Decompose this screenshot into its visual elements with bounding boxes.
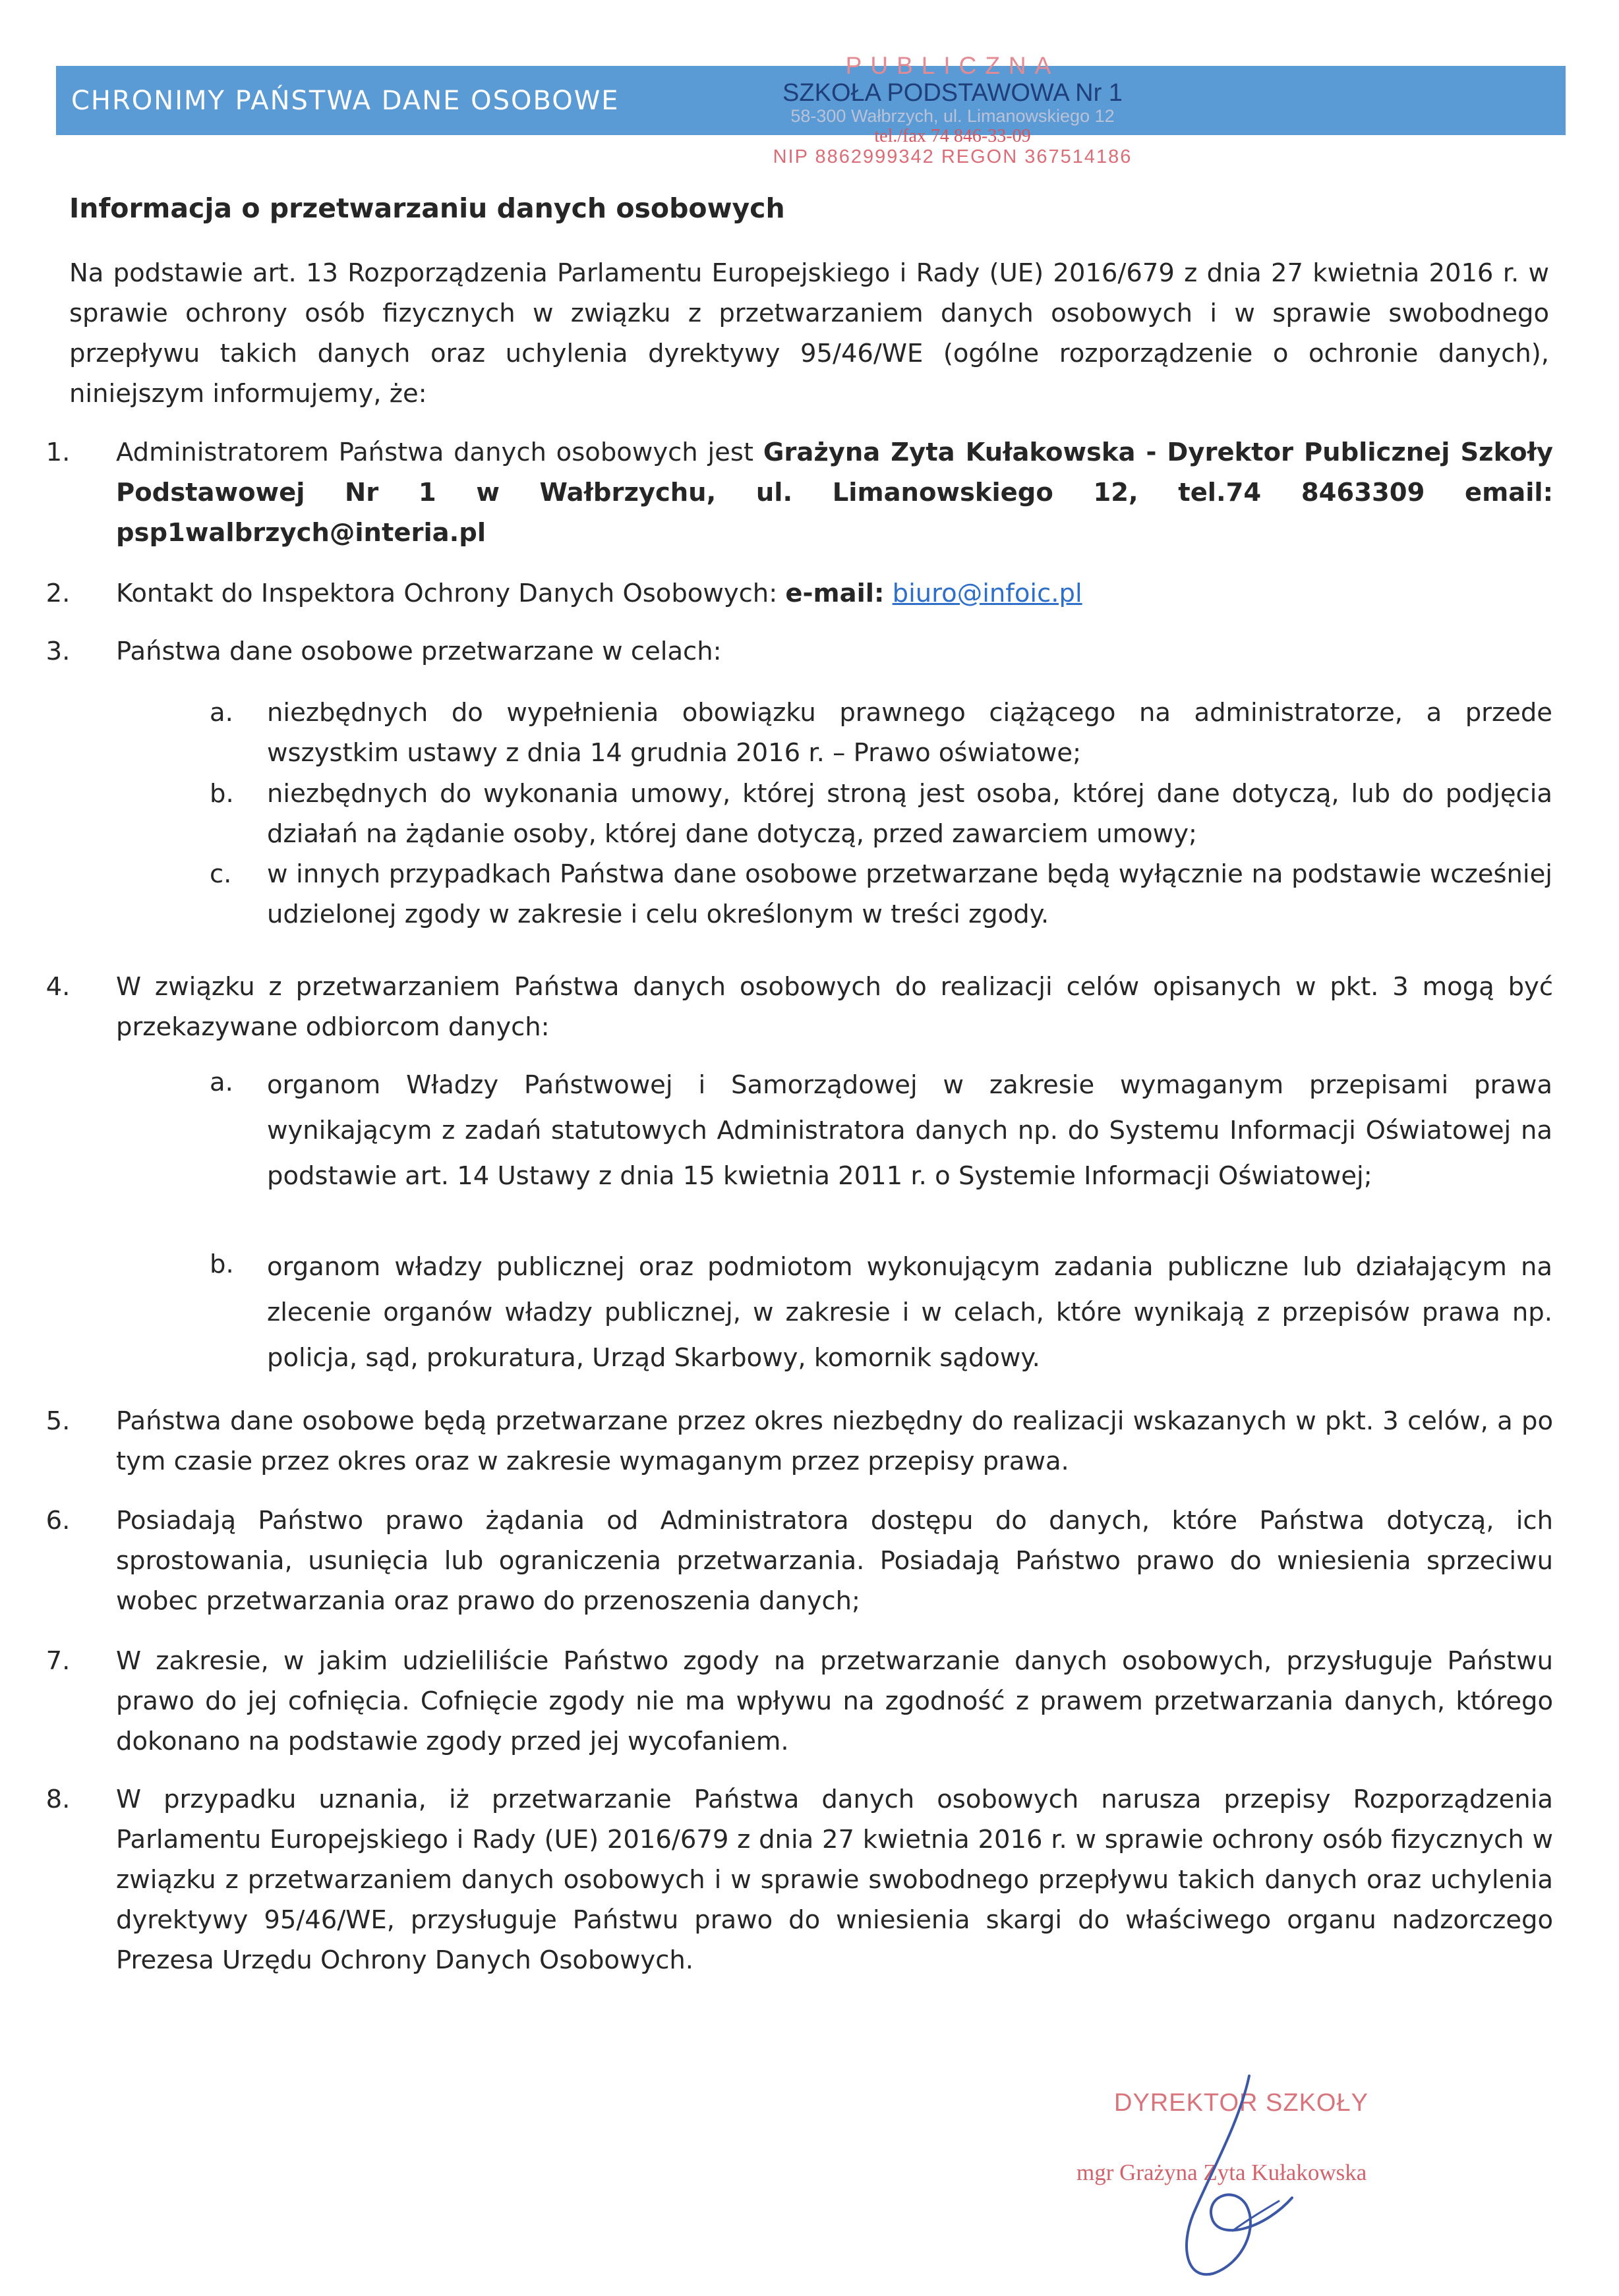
list-item-text: Państwa dane osobowe przetwarzane w celach:	[116, 637, 722, 666]
stamp-line-1: PUBLICZNA	[845, 52, 1060, 79]
list-item-text: W przypadku uznania, iż przetwarzanie Państwa danych osobowych narusza przepisy Rozporządzenia Parlamentu Europejskiego i Rady (UE) 2016/679 z dnia 27 kwietnia 2016 r. w sprawie ochrony osób fizycznych w związku z przetwarzaniem danych osobowych i w sprawie swobodnego przepływu takich danych oraz uchylenia dyrektywy 95/46/WE, przysługuje Państwu prawo do wniesienia skargi do właściwego organu nadzorczego Prezesa Urzędu Ochrony Danych Osobowych.	[116, 1785, 1553, 1975]
sub-letter: b.	[210, 779, 234, 809]
list-number: 8.	[45, 1785, 71, 1814]
list-item-1	[45, 432, 1553, 553]
sub-item-text: niezbędnych do wykonania umowy, której stroną jest osoba, której dane dotyczą, lub do podjęcia działań na żądanie osoby, której dane dotyczą, przed zawarciem umowy;	[267, 779, 1552, 849]
item-text: Kontakt do Inspektora Ochrony Danych Osobowych:	[116, 579, 786, 608]
sub-item-4a	[210, 1062, 1552, 1199]
school-stamp	[709, 53, 1196, 168]
sub-item-text: organom władzy publicznej oraz podmiotom wykonującym zadania publiczne lub działającym na zlecenie organów władzy publicznej, w zakresie i w celach, które wynikają z przepisów prawa np. policja, sąd, prokuratura, Urząd Skarbowy, komornik sądowy.	[267, 1252, 1552, 1373]
stamp-line-4: tel./fax 74 846-33-09	[874, 126, 1031, 147]
sub-item-4b	[210, 1244, 1552, 1381]
email-link[interactable]: biuro@infoic.pl	[892, 579, 1082, 608]
list-item-text	[116, 573, 1553, 614]
list-number: 2.	[45, 579, 71, 608]
item-text: Administratorem Państwa danych osobowych jest	[116, 438, 763, 467]
signature-title: DYREKTOR SZKOŁY	[1114, 2089, 1369, 2117]
sub-letter: a.	[210, 698, 233, 728]
signature-name-stamp: mgr Grażyna Zyta Kułakowska	[1076, 2160, 1367, 2185]
stamp-line-2: SZKOŁA PODSTAWOWA Nr 1	[782, 78, 1123, 107]
list-item-4	[45, 967, 1553, 1047]
list-item-3	[45, 631, 1553, 672]
sub-letter: b.	[210, 1249, 234, 1279]
list-item-7	[45, 1641, 1553, 1762]
document-heading: Informacja o przetwarzaniu danych osobowych	[69, 192, 785, 224]
list-number: 4.	[45, 972, 71, 1002]
sub-item-text: organom Władzy Państwowej i Samorządowej w zakresie wymaganym przepisami prawa wynikającym z zadań statutowych Administratora danych np. do Systemu Informacji Oświatowej na podstawie art. 14 Ustawy z dnia 15 kwietnia 2011 r. o Systemie Informacji Oświatowej;	[267, 1070, 1552, 1191]
list-item-text	[116, 432, 1553, 553]
list-item-8	[45, 1779, 1553, 1980]
list-number: 6.	[45, 1506, 71, 1535]
sub-item-3b	[210, 774, 1552, 854]
list-item-6	[45, 1501, 1553, 1621]
list-item-5	[45, 1401, 1553, 1481]
handwritten-signature	[1134, 2063, 1305, 2287]
sub-item-3c	[210, 854, 1552, 934]
sub-item-3a	[210, 693, 1552, 773]
list-item-2	[45, 573, 1553, 614]
stamp-line-5: NIP 8862999342 REGON 367514186	[773, 146, 1133, 167]
administrator-details: Grażyna Zyta Kułakowska - Dyrektor Publicznej Szkoły Podstawowej Nr 1 w Wałbrzychu, ul. Limanowskiego 12, tel.74 8463309 email: psp1walbrzych@interia.pl	[116, 438, 1553, 548]
email-label: e-mail:	[785, 579, 885, 608]
sub-item-text: w innych przypadkach Państwa dane osobowe przetwarzane będą wyłącznie na podstawie wcześniej udzielonej zgody w zakresie i celu określonym w treści zgody.	[267, 859, 1552, 929]
sub-letter: a.	[210, 1068, 233, 1097]
list-item-text: Posiadają Państwo prawo żądania od Administratora dostępu do danych, które Państwa dotyczą, ich sprostowania, usunięcia lub ograniczenia przetwarzania. Posiadają Państwo prawo do wniesienia sprzeciwu wobec przetwarzania oraz prawo do przenoszenia danych;	[116, 1506, 1553, 1616]
list-number: 1.	[45, 438, 71, 467]
list-number: 5.	[45, 1406, 71, 1436]
sub-item-text: niezbędnych do wypełnienia obowiązku prawnego ciążącego na administratorze, a przede wszystkim ustawy z dnia 14 grudnia 2016 r. – Prawo oświatowe;	[267, 698, 1552, 768]
list-item-text: W zakresie, w jakim udzieliliście Państwo zgody na przetwarzanie danych osobowych, przysługuje Państwu prawo do jej cofnięcia. Cofnięcie zgody nie ma wpływu na zgodność z prawem przetwarzania danych, którego dokonano na podstawie zgody przed jej wycofaniem.	[116, 1646, 1553, 1756]
sub-letter: c.	[210, 859, 232, 889]
list-number: 7.	[45, 1646, 71, 1676]
list-item-text: Państwa dane osobowe będą przetwarzane przez okres niezbędny do realizacji wskazanych w pkt. 3 celów, a po tym czasie przez okres oraz w zakresie wymaganym przez przepisy prawa.	[116, 1406, 1553, 1476]
stamp-line-3: 58-300 Wałbrzych, ul. Limanowskiego 12	[790, 106, 1115, 127]
intro-paragraph: Na podstawie art. 13 Rozporządzenia Parlamentu Europejskiego i Rady (UE) 2016/679 z dnia 27 kwietnia 2016 r. w sprawie ochrony osób fizycznych w związku z przetwarzaniem danych osobowych i w sprawie swobodnego przepływu takich danych oraz uchylenia dyrektywy 95/46/WE (ogólne rozporządzenie o ochronie danych), niniejszym informujemy, że:	[69, 258, 1549, 409]
list-number: 3.	[45, 637, 71, 666]
list-item-text: W związku z przetwarzaniem Państwa danych osobowych do realizacji celów opisanych w pkt. 3 mogą być przekazywane odbiorcom danych:	[116, 972, 1553, 1042]
banner-title: CHRONIMY PAŃSTWA DANE OSOBOWE	[71, 86, 620, 116]
